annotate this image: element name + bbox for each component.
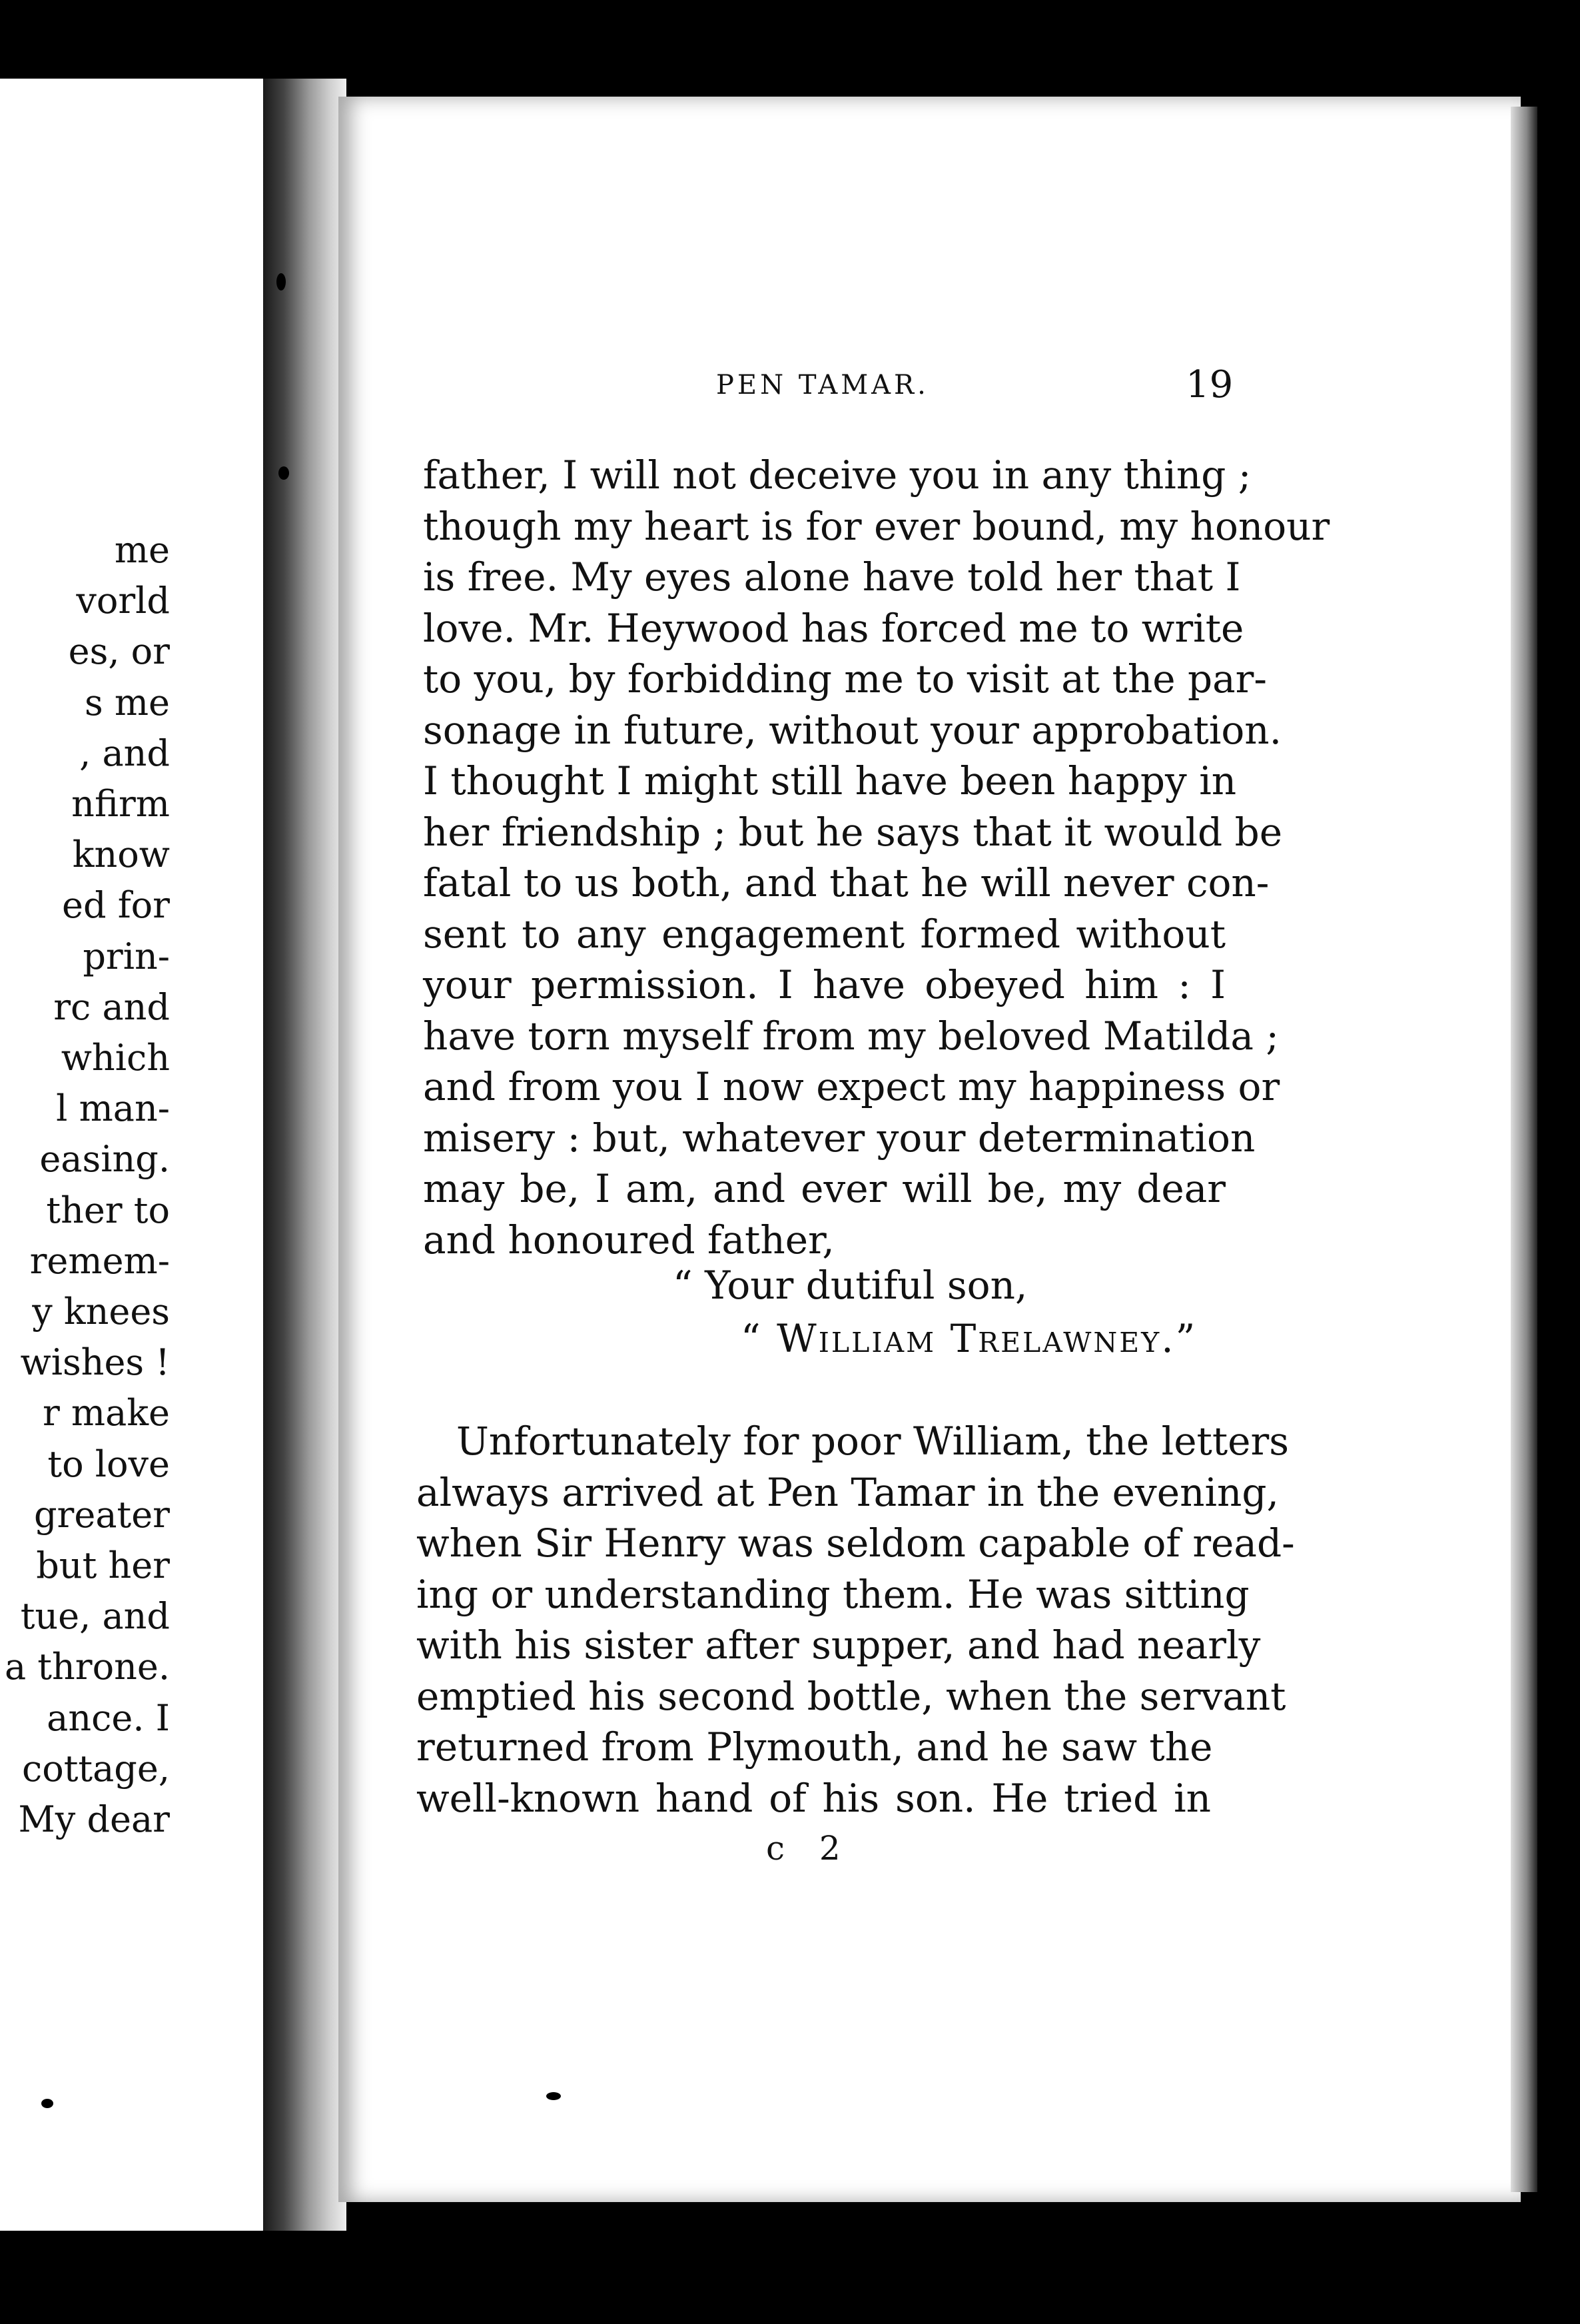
left-page-line: r make [42,1392,170,1435]
letter-line: sonage in future, without your approbation. [423,707,1282,753]
paragraph-line: always arrived at Pen Tamar in the evening, [416,1469,1279,1515]
paragraph-line: when Sir Henry was seldom capable of read- [416,1520,1295,1566]
left-page-line: s me [84,681,170,724]
left-page-line: l man- [56,1087,170,1130]
paragraph-line: with his sister after supper, and had nearly [416,1622,1261,1668]
left-page-line: remem- [29,1239,170,1282]
left-page-line: ance. I [47,1696,170,1739]
letter-line: misery : but, whatever your determination [423,1115,1256,1161]
left-page-line: a throne. [4,1646,170,1688]
left-page-line: but her [36,1544,170,1586]
letter-line: and from you I now expect my happiness or [423,1064,1280,1109]
left-page-line: tue, and [20,1595,170,1638]
left-page-line: me [114,529,170,571]
left-page-line: ed for [62,884,170,927]
letter-text [423,450,1330,1265]
paragraph-line: well-known hand of his son. He tried in [416,1775,1211,1821]
running-head: PEN TAMAR. [716,370,929,400]
letter-line: to you, by forbidding me to visit at the par- [423,656,1267,702]
left-page-line: wishes ! [20,1341,170,1384]
scan-speck [276,273,286,290]
paragraph-line: ing or understanding them. He was sitting [416,1571,1250,1617]
scan-speck [546,2092,561,2100]
letter-line: your permission. I have obeyed him : I [423,962,1226,1007]
left-page-line: greater [33,1493,170,1536]
letter-line: may be, I am, and ever will be, my dear [423,1166,1226,1211]
letter-line: father, I will not deceive you in any thing ; [423,452,1252,498]
narrative-paragraph [416,1416,1295,1824]
letter-closing: “ Your dutiful son, [673,1263,1028,1308]
left-page-line: rc and [53,985,170,1028]
left-page-line: which [61,1037,170,1079]
left-page-line: es, or [68,630,170,673]
printer-signature-mark: c 2 [766,1829,853,1868]
letter-line: though my heart is for ever bound, my honour [423,503,1330,549]
book-gutter [263,79,346,2231]
scan-speck [278,466,289,480]
paragraph-line: Unfortunately for poor William, the letters [456,1419,1289,1464]
scan-speck [41,2099,53,2108]
paragraph-line: emptied his second bottle, when the servant [416,1673,1286,1719]
left-page-line: nfirm [71,783,170,825]
letter-line: and honoured father, [423,1217,835,1263]
left-page-line: , and [79,732,170,774]
left-page-line: My dear [18,1798,170,1840]
letter-line: love. Mr. Heywood has forced me to write [423,605,1244,651]
page-edge [1511,107,1537,2192]
left-page [0,79,266,2231]
left-page-line: cottage, [21,1747,170,1790]
letter-signature: “ William Trelawney.” [741,1316,1198,1361]
left-page-line: to love [47,1443,170,1485]
left-page-line: easing. [39,1138,170,1181]
left-page-line: know [72,834,170,876]
letter-line: her friendship ; but he says that it would be [423,809,1283,855]
page-number: 19 [1186,363,1234,406]
left-page-line: y knees [32,1291,170,1333]
letter-line: fatal to us both, and that he will never con- [423,860,1270,905]
letter-line: is free. My eyes alone have told her that I [423,554,1241,600]
left-page-line: prin- [83,935,170,977]
paragraph-line: returned from Plymouth, and he saw the [416,1724,1213,1770]
left-page-line: vorld [76,580,170,622]
left-page-line: ther to [46,1189,170,1231]
letter-line: I thought I might still have been happy in [423,758,1237,804]
letter-line: sent to any engagement formed without [423,911,1226,957]
letter-line: have torn myself from my beloved Matilda ; [423,1013,1279,1059]
